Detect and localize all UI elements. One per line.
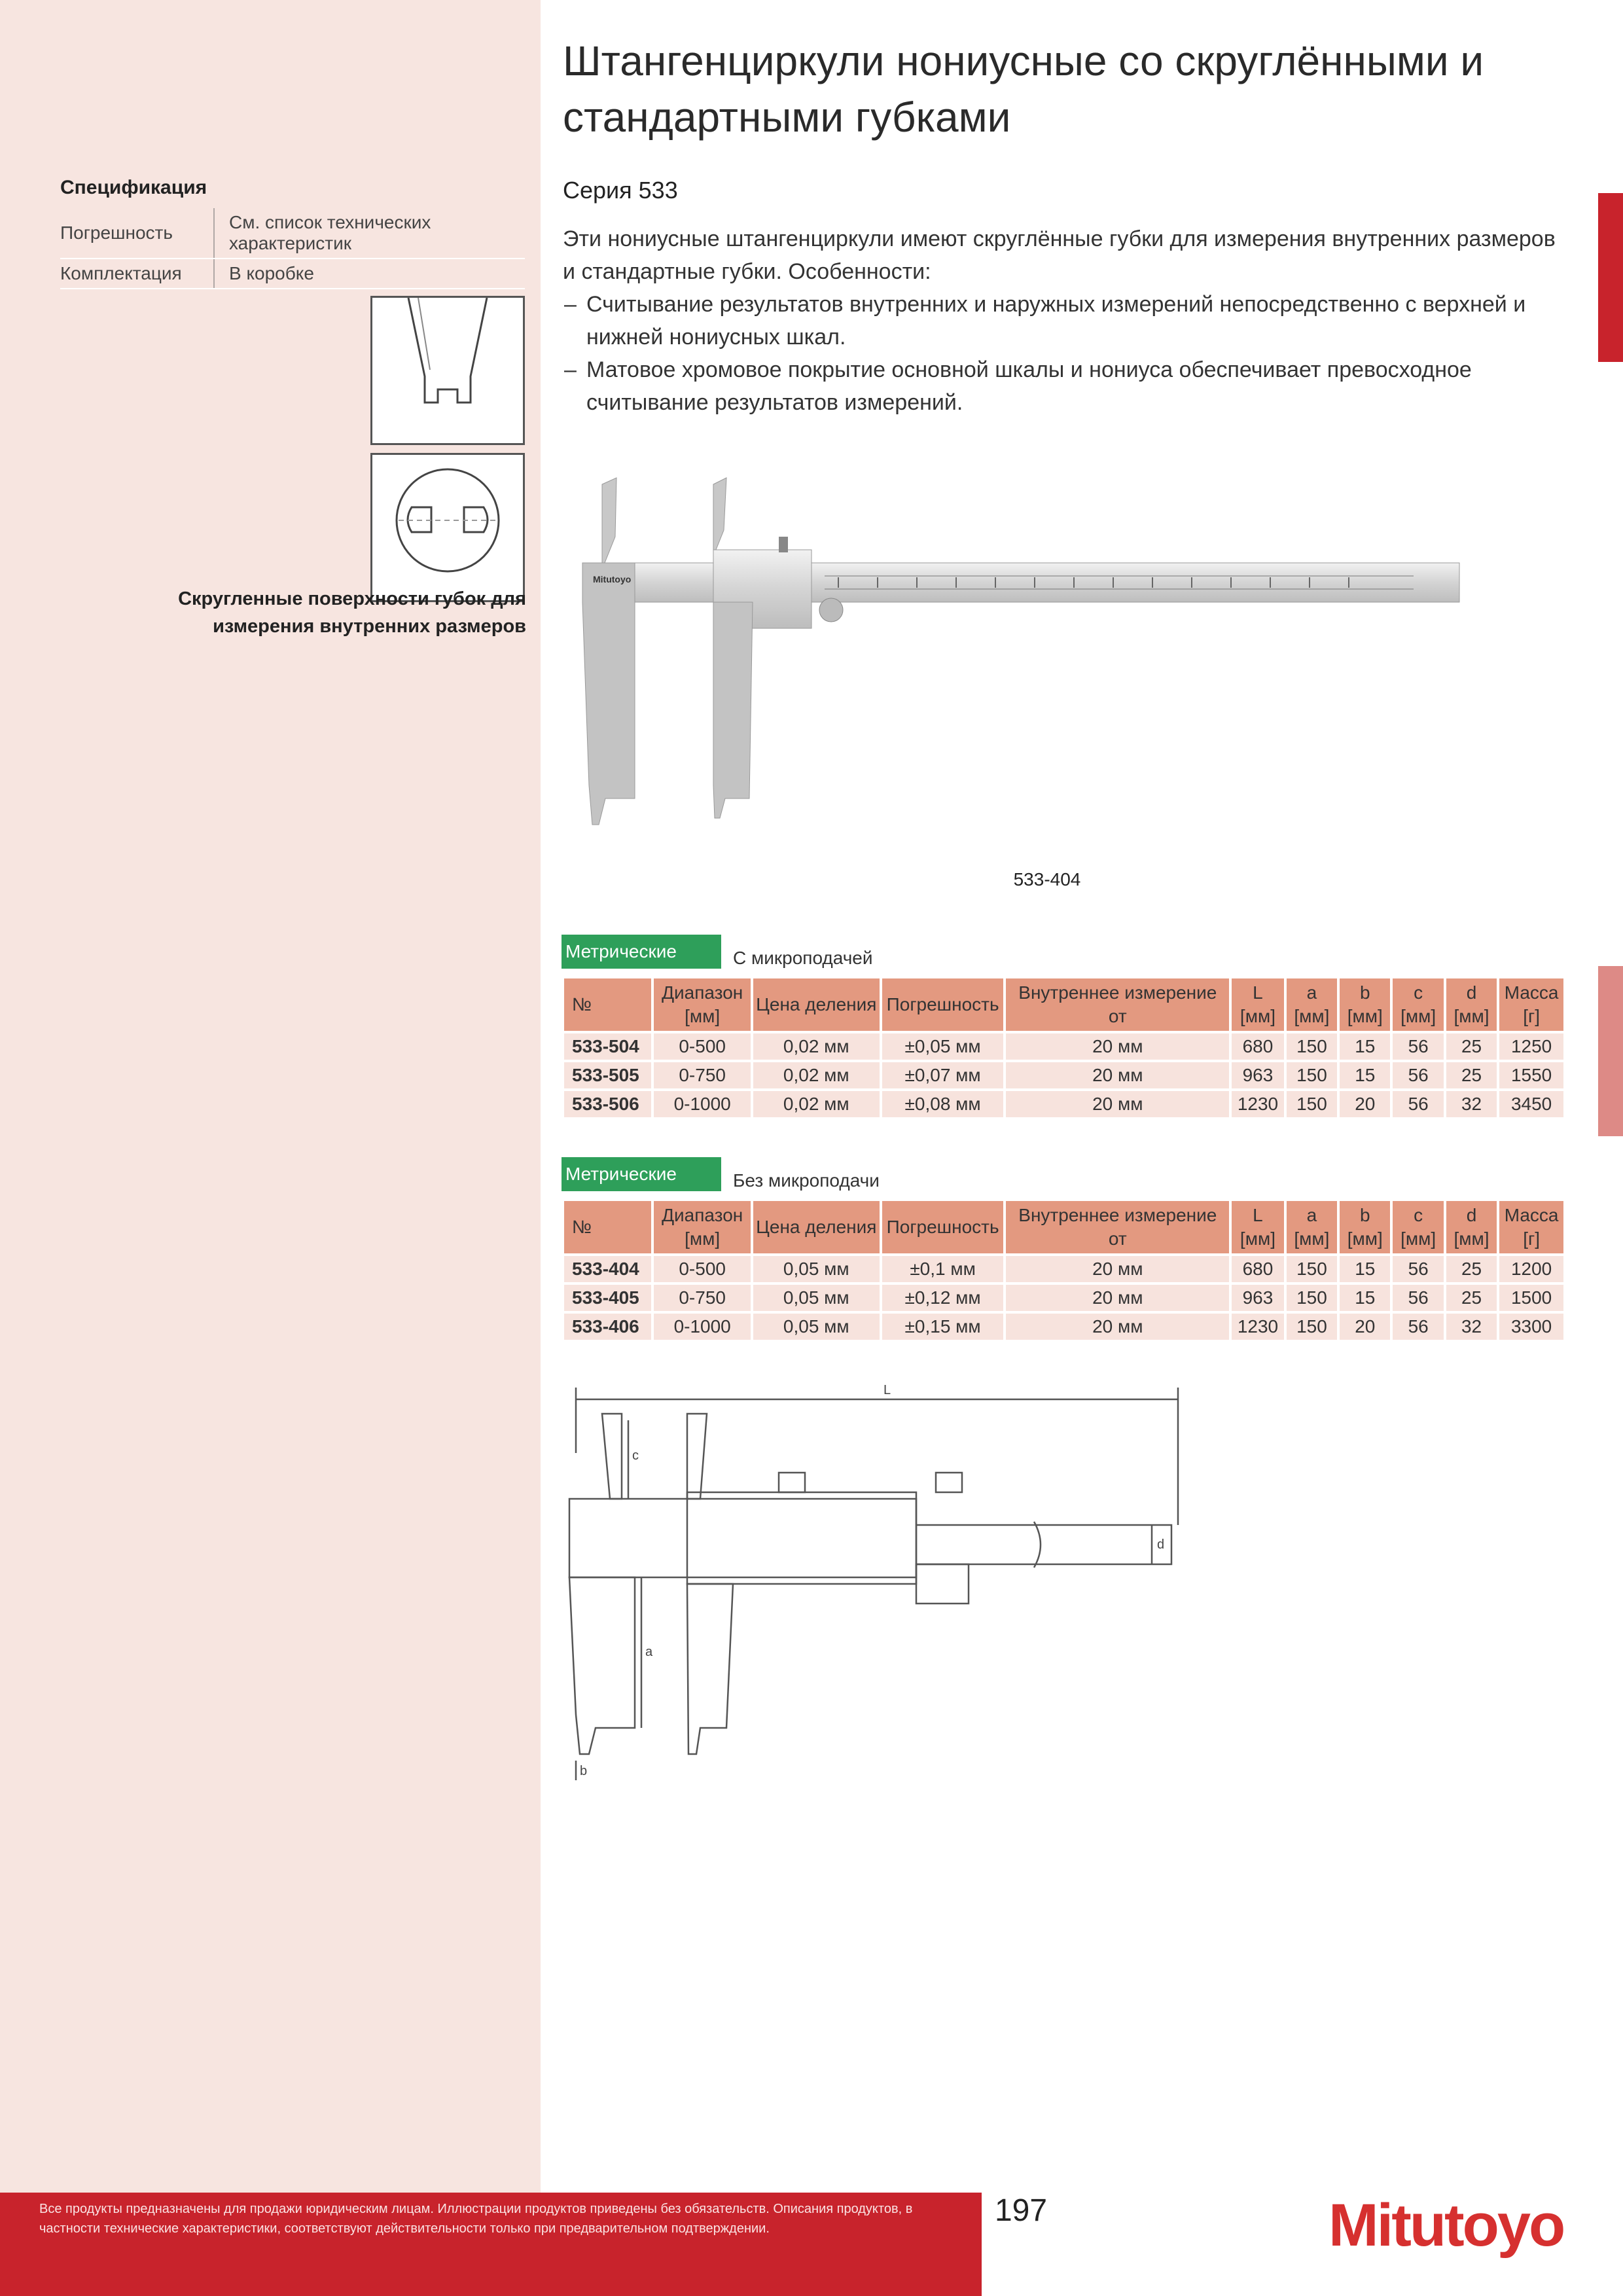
col-header: c [мм] — [1393, 978, 1443, 1031]
col-header: Внутреннее измерение от — [1006, 978, 1229, 1031]
cell: 533-504 — [564, 1033, 651, 1060]
spec-label: Погрешность — [60, 208, 214, 259]
cell: 533-404 — [564, 1256, 651, 1282]
cell: 0-500 — [654, 1033, 750, 1060]
section-tab-red — [1598, 193, 1623, 362]
cell: 3300 — [1499, 1314, 1563, 1340]
cell: 25 — [1446, 1033, 1497, 1060]
cell: 0-750 — [654, 1285, 750, 1311]
cell: 0-1000 — [654, 1314, 750, 1340]
cell: 963 — [1232, 1062, 1284, 1088]
cell: 56 — [1393, 1062, 1443, 1088]
cell: 0,02 мм — [753, 1033, 880, 1060]
cell: 56 — [1393, 1285, 1443, 1311]
detail-caption: Скругленные поверхности губок для измерения внутренних размеров — [178, 588, 526, 637]
page-title: Штангенциркули нониусные со скруглёнными и стандартными губками — [563, 37, 1484, 141]
spec-table — [60, 208, 525, 289]
dim-label-L: L — [883, 1383, 891, 1397]
table-subtitle: С микроподачей — [733, 948, 873, 968]
dim-label-b: b — [580, 1764, 588, 1778]
cell: 15 — [1340, 1033, 1390, 1060]
cell: 0-500 — [654, 1256, 750, 1282]
cell: 20 мм — [1006, 1256, 1229, 1282]
cell: 1500 — [1499, 1285, 1563, 1311]
cell: 150 — [1287, 1091, 1337, 1117]
table-row — [564, 1091, 1563, 1117]
cell: 25 — [1446, 1285, 1497, 1311]
col-header: L [мм] — [1232, 978, 1284, 1031]
page-number: 197 — [994, 2193, 1048, 2228]
cell: 20 мм — [1006, 1062, 1229, 1088]
photo-model-label: 533-404 — [1013, 869, 1081, 889]
cell: 56 — [1393, 1314, 1443, 1340]
cell: ±0,12 мм — [882, 1285, 1004, 1311]
table-row — [564, 1285, 1563, 1311]
cell: 1550 — [1499, 1062, 1563, 1088]
cell: 533-405 — [564, 1285, 651, 1311]
col-header: Цена деления — [753, 978, 880, 1031]
table-header-row — [564, 978, 1563, 1031]
metric-ribbon: Метрические — [562, 1157, 721, 1191]
cell: 3450 — [1499, 1091, 1563, 1117]
table-header-row — [564, 1201, 1563, 1253]
cell: 20 мм — [1006, 1033, 1229, 1060]
col-header: a [мм] — [1287, 1201, 1337, 1253]
cell: ±0,08 мм — [882, 1091, 1004, 1117]
model-table — [562, 976, 1566, 1120]
cell: 0,05 мм — [753, 1314, 880, 1340]
intro-paragraph: Эти нониусные штангенциркули имеют скруглённые губки для измерения внутренних размеров и стандартные губки. Особенности: — [563, 226, 1556, 284]
cell: 0,05 мм — [753, 1285, 880, 1311]
dim-label-c: c — [632, 1448, 639, 1463]
col-header: d [мм] — [1446, 978, 1497, 1031]
cell: 0,05 мм — [753, 1256, 880, 1282]
spec-title: Спецификация — [60, 177, 207, 198]
cell: 150 — [1287, 1314, 1337, 1340]
cell: 0,02 мм — [753, 1091, 880, 1117]
spec-label: Комплектация — [60, 259, 214, 289]
cell: 32 — [1446, 1091, 1497, 1117]
cell: 15 — [1340, 1062, 1390, 1088]
col-header: a [мм] — [1287, 978, 1337, 1031]
col-header: Внутреннее измерение от — [1006, 1201, 1229, 1253]
spec-value: См. список технических характеристик — [214, 208, 525, 259]
col-header: Диапазон [мм] — [654, 978, 750, 1031]
cell: 56 — [1393, 1033, 1443, 1060]
table-row — [564, 1256, 1563, 1282]
brand-logo: Mitutoyo — [1329, 2192, 1564, 2259]
cell: 15 — [1340, 1285, 1390, 1311]
cell: 0-1000 — [654, 1091, 750, 1117]
cell: 1230 — [1232, 1091, 1284, 1117]
col-header: Диапазон [мм] — [654, 1201, 750, 1253]
cell: ±0,15 мм — [882, 1314, 1004, 1340]
cell: 680 — [1232, 1033, 1284, 1060]
caliper-photo — [563, 471, 1558, 841]
footer-disclaimer: Все продукты предназначены для продажи юридическим лицам. Иллюстрации продуктов приведены без обязательств. Описания продуктов, в частности технические характеристики, соответствуют действительности только при предварительном подтверждении. — [39, 2202, 913, 2236]
metric-ribbon: Метрические — [562, 935, 721, 969]
model-table — [562, 1198, 1566, 1342]
caliper-brand: Mitutoyo — [593, 574, 632, 584]
cell: 56 — [1393, 1256, 1443, 1282]
cell: 20 мм — [1006, 1285, 1229, 1311]
col-header: Масса [г] — [1499, 978, 1563, 1031]
dim-label-a: a — [645, 1645, 653, 1659]
cell: 533-506 — [564, 1091, 651, 1117]
cell: ±0,05 мм — [882, 1033, 1004, 1060]
cell: 533-505 — [564, 1062, 651, 1088]
table-subtitle: Без микроподачи — [733, 1170, 880, 1191]
col-header: Масса [г] — [1499, 1201, 1563, 1253]
cell: 20 — [1340, 1091, 1390, 1117]
table-row — [564, 1062, 1563, 1088]
cell: 0,02 мм — [753, 1062, 880, 1088]
col-header: L [мм] — [1232, 1201, 1284, 1253]
cell: 1230 — [1232, 1314, 1284, 1340]
spec-row — [60, 208, 525, 259]
col-header: Погрешность — [882, 978, 1004, 1031]
col-header: Погрешность — [882, 1201, 1004, 1253]
cell: ±0,1 мм — [882, 1256, 1004, 1282]
col-header: № — [564, 1201, 651, 1253]
spec-value: В коробке — [214, 259, 525, 289]
cell: 20 мм — [1006, 1314, 1229, 1340]
series-label: Серия 533 — [563, 177, 678, 204]
cell: 150 — [1287, 1256, 1337, 1282]
col-header: b [мм] — [1340, 1201, 1390, 1253]
dim-label-d: d — [1157, 1537, 1165, 1552]
table-row — [564, 1033, 1563, 1060]
cell: 32 — [1446, 1314, 1497, 1340]
dimension-drawing — [563, 1374, 1191, 1797]
cell: 20 мм — [1006, 1091, 1229, 1117]
cell: 680 — [1232, 1256, 1284, 1282]
cell: 150 — [1287, 1285, 1337, 1311]
cell: 150 — [1287, 1033, 1337, 1060]
col-header: № — [564, 978, 651, 1031]
specification-block — [60, 177, 525, 289]
feature-item: – Матовое хромовое покрытие основной шкалы и нониуса обеспечивает превосходное считывание результатов измерений. — [563, 353, 1558, 419]
table-row — [564, 1314, 1563, 1340]
cell: ±0,07 мм — [882, 1062, 1004, 1088]
cell: 15 — [1340, 1256, 1390, 1282]
cell: 533-406 — [564, 1314, 651, 1340]
spec-row — [60, 259, 525, 289]
cell: 25 — [1446, 1256, 1497, 1282]
col-header: Цена деления — [753, 1201, 880, 1253]
cell: 0-750 — [654, 1062, 750, 1088]
cell: 20 — [1340, 1314, 1390, 1340]
jaw-section-image — [370, 453, 525, 602]
cell: 963 — [1232, 1285, 1284, 1311]
col-header: d [мм] — [1446, 1201, 1497, 1253]
intro-text — [563, 223, 1558, 419]
cell: 1200 — [1499, 1256, 1563, 1282]
section-tab-pink — [1598, 966, 1623, 1136]
jaw-detail-image — [370, 296, 525, 445]
col-header: b [мм] — [1340, 978, 1390, 1031]
feature-list — [563, 288, 1558, 419]
cell: 150 — [1287, 1062, 1337, 1088]
cell: 1250 — [1499, 1033, 1563, 1060]
cell: 56 — [1393, 1091, 1443, 1117]
feature-item: – Считывание результатов внутренних и наружных измерений непосредственно с верхней и нижней нониусных шкал. — [563, 288, 1558, 353]
col-header: c [мм] — [1393, 1201, 1443, 1253]
cell: 25 — [1446, 1062, 1497, 1088]
